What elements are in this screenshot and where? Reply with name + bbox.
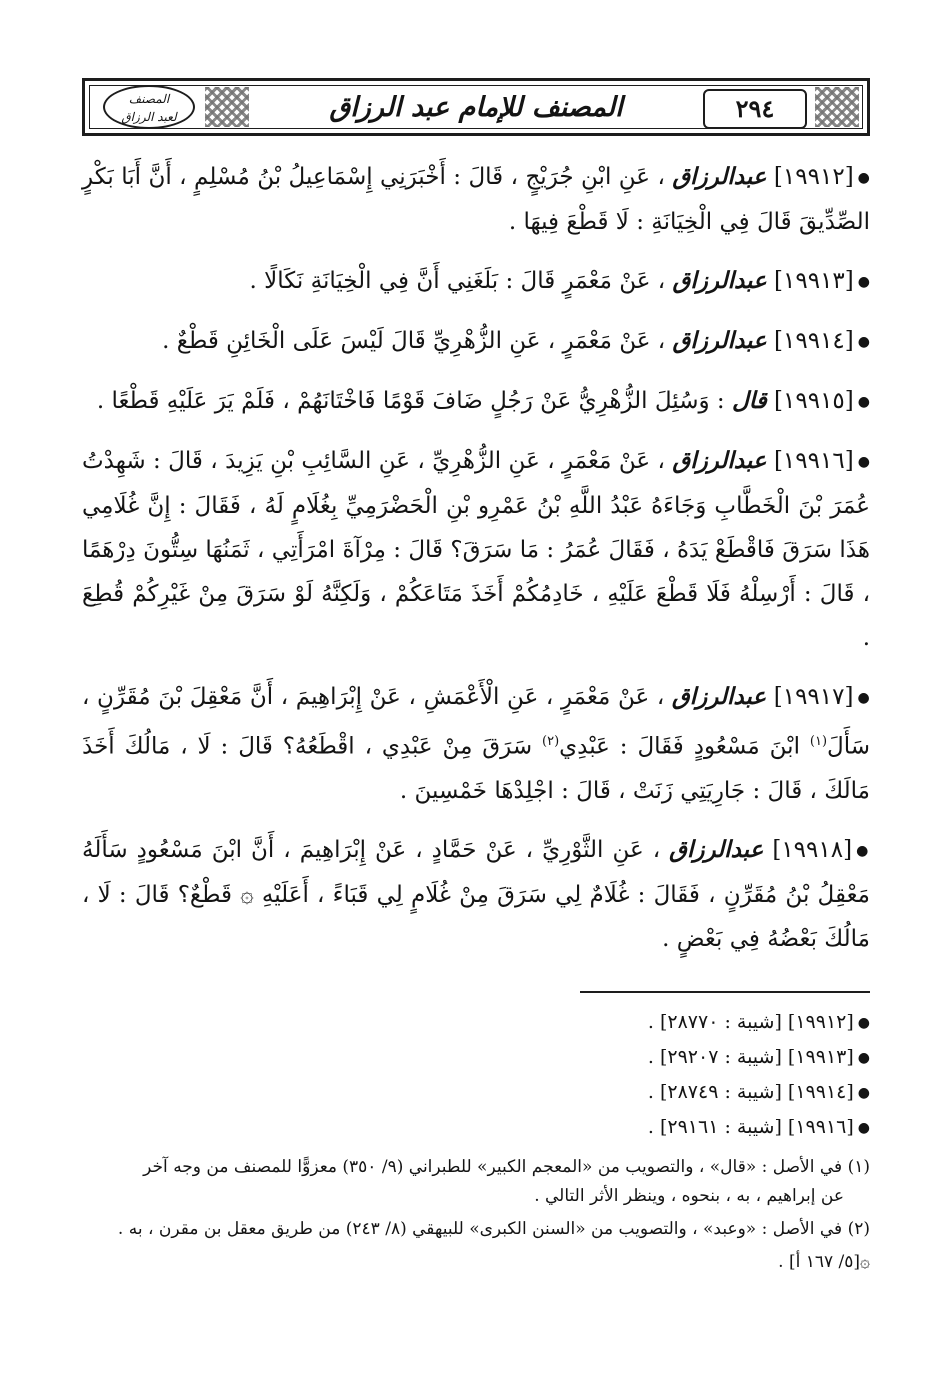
- header-ornament-right: [815, 87, 859, 127]
- hadith-author: عبدالرزاق: [671, 683, 767, 710]
- hadith-text: : وَسُئِلَ الزُّهْرِيُّ عَنْ رَجُلٍ ضَافَ قَوْمًا فَاخْتَانَهُمْ ، فَلَمْ يَرَ عَلَيْهِ قَطْعًا .: [96, 388, 725, 414]
- takhrij-text: [١٩٩١٤] [شيبة : ٢٨٧٤٩] .: [647, 1081, 854, 1103]
- hadith-author: عبدالرزاق: [672, 163, 767, 190]
- hadith-author: عبدالرزاق: [669, 835, 764, 863]
- hadith-text: ، عَنِ ابْنِ جُرَيْجٍ ، قَالَ : أَخْبَرَنِي إِسْمَاعِيلُ بْنُ مُسْلِمٍ ، أَنَّ أَبَا بَكْرٍ الصِّدِّيقَ قَالَ فِي الْخِيَانَةِ : لَا قَطْعَ فِيهَا .: [82, 164, 870, 235]
- running-header: [82, 78, 870, 136]
- bullet-icon: ●: [857, 334, 870, 350]
- footnote-ref-1[interactable]: (١): [809, 734, 828, 749]
- footnote-ref-2[interactable]: (٢): [542, 734, 560, 749]
- hadith-author: قال: [732, 387, 767, 414]
- takhrij-item: [300, 1075, 870, 1110]
- hadith-number: [١٩٩١٦]: [773, 448, 854, 474]
- footnote-1-line-1: (١) في الأصل : «قال» ، والتصويب من «المعجم الكبير» للطبراني (٩/ ٣٥٠) معزوًّا للمصنف من وجه آخر: [143, 1157, 870, 1177]
- hadith-text-part-c: سَرَقَ مِنْ عَبْدِي ، اقْطَعُهُ؟ قَالَ : لَا ، مَالُكَ أَخَذَ مَالَكَ ، قَالَ : جَارِيَتِي زَنَتْ ، قَالَ : اجْلِدْهَا خَمْسِينَ .: [82, 733, 870, 804]
- hadith-19912: [82, 155, 870, 244]
- footnote-divider: [580, 991, 870, 993]
- hadith-text: ، عَنْ مَعْمَرٍ ، عَنِ الزُّهْرِيِّ ، عَنِ السَّائِبِ بْنِ يَزِيدَ ، قَالَ : شَهِدْتُ عُمَرَ بْنَ الْخَطَّابِ وَجَاءَهُ عَبْدُ اللَّهِ بْنُ عَمْرِو بْنِ الْحَضْرَمِيِّ بِغُلَامٍ لَهُ ، فَقَالَ : إِنَّ غُلَامِي هَذَا سَرَقَ فَاقْطَعْ يَدَهُ ، فَقَالَ عُمَرُ : مَا سَرَقَ؟ قَالَ : مِرْآةَ امْرَأَتِي ، ثَمَنُهَا سِتُّونَ دِرْهَمًا ، قَالَ : أَرْسِلْهُ فَلَا قَطْعَ عَلَيْهِ ، خَادِمُكُمْ أَخَذَ مَتَاعَكُمْ ، وَلَكِنَّهُ لَوْ سَرَقَ مِنْ غَيْرِكُمْ قُطِعَ .: [82, 448, 870, 651]
- hadith-number: [١٩٩١٢]: [773, 164, 854, 190]
- book-seal: [103, 85, 195, 129]
- bullet-icon: ●: [857, 1119, 870, 1136]
- bullet-icon: ●: [857, 454, 871, 470]
- main-text: [82, 155, 870, 976]
- bullet-icon: ●: [857, 1014, 870, 1031]
- bullet-icon: ●: [857, 274, 870, 290]
- footnote-2: [82, 1215, 870, 1244]
- bullet-icon: ●: [857, 1049, 870, 1066]
- hadith-19916: [82, 439, 870, 660]
- hadith-number: [١٩٩١٥]: [774, 388, 854, 414]
- hadith-number: [١٩٩١٨]: [772, 836, 853, 863]
- manuscript-folio-mark: ۞[٥/ ١٦٧ أ] .: [778, 1252, 870, 1272]
- footnote-1: [82, 1153, 870, 1211]
- running-title: المصنف للإمام عبد الرزاق: [329, 92, 623, 123]
- header-ornament-left: [205, 87, 249, 127]
- footnote-2-line-1: (٢) في الأصل : «وعبد» ، والتصويب من «السنن الكبرى» للبيهقي (٨/ ٢٤٣) من طريق معقل بن مقرن ، به .: [117, 1219, 870, 1239]
- bullet-icon: ●: [857, 690, 871, 706]
- hadith-number: [١٩٩١٧]: [773, 684, 854, 710]
- seal-line-2: لعبد الرزاق: [121, 110, 177, 124]
- page-number: ٢٩٤: [703, 89, 807, 129]
- takhrij-list: [300, 1005, 870, 1145]
- seal-line-1: المصنف: [128, 92, 170, 106]
- footnote-1-line-2: عن إبراهيم ، به ، بنحوه ، وينظر الأثر التالي .: [534, 1186, 844, 1206]
- hadith-19917: [82, 675, 870, 813]
- takhrij-item: [300, 1040, 870, 1075]
- hadith-text: ، عَنْ مَعْمَرٍ قَالَ : بَلَغَنِي أَنَّ فِي الْخِيَانَةِ نَكَالًا .: [249, 268, 666, 294]
- hadith-author: عبدالرزاق: [672, 327, 767, 354]
- takhrij-text: [١٩٩١٦] [شيبة : ٢٩١٦١] .: [647, 1116, 854, 1138]
- takhrij-item: [300, 1005, 870, 1040]
- footnotes: [82, 1153, 870, 1276]
- hadith-author: عبدالرزاق: [672, 447, 767, 474]
- bullet-icon: ●: [857, 1084, 870, 1101]
- hadith-author: عبدالرزاق: [672, 267, 767, 294]
- takhrij-text: [١٩٩١٢] [شيبة : ٢٨٧٧٠] .: [647, 1011, 854, 1033]
- hadith-text-part-b: ابْنَ مَسْعُودٍ فَقَالَ : عَبْدِي: [559, 733, 800, 760]
- hadith-text: ، عَنِ الثَّوْرِيِّ ، عَنْ حَمَّادٍ ، عَنْ إِبْرَاهِيمَ ، أَنَّ ابْنَ مَسْعُودٍ سَأَلَهُ مَعْقِلُ بْنُ مُقَرِّنٍ ، فَقَالَ : غُلَامٌ لِي سَرَقَ مِنْ غُلَامٍ لِي قَبَاءً ، أَعَلَيْهِ ۞ قَطْعٌ؟ قَالَ : لَا ، مَالُكَ بَعْضُهُ فِي بَعْضٍ .: [82, 836, 870, 952]
- bullet-icon: ●: [856, 842, 870, 859]
- bullet-icon: ●: [857, 170, 871, 186]
- bullet-icon: ●: [857, 394, 870, 410]
- hadith-text-part-a: ، عَنْ مَعْمَرٍ ، عَنِ الْأَعْمَشِ ، عَنْ إِبْرَاهِيمَ ، أَنَّ مَعْقِلَ بْنَ مُقَرِّنٍ ، سَأَلَ: [82, 684, 871, 760]
- hadith-19914: [82, 319, 870, 364]
- hadith-19913: [82, 259, 870, 304]
- hadith-text: ، عَنْ مَعْمَرٍ ، عَنِ الزُّهْرِيِّ قَالَ لَيْسَ عَلَى الْخَائِنِ قَطْعٌ .: [162, 328, 666, 354]
- hadith-19918: [82, 828, 870, 961]
- hadith-19915: [82, 379, 870, 424]
- hadith-number: [١٩٩١٤]: [774, 328, 854, 354]
- hadith-number: [١٩٩١٣]: [774, 268, 854, 294]
- takhrij-item: [300, 1110, 870, 1145]
- takhrij-text: [١٩٩١٣] [شيبة : ٢٩٢٠٧] .: [647, 1046, 854, 1068]
